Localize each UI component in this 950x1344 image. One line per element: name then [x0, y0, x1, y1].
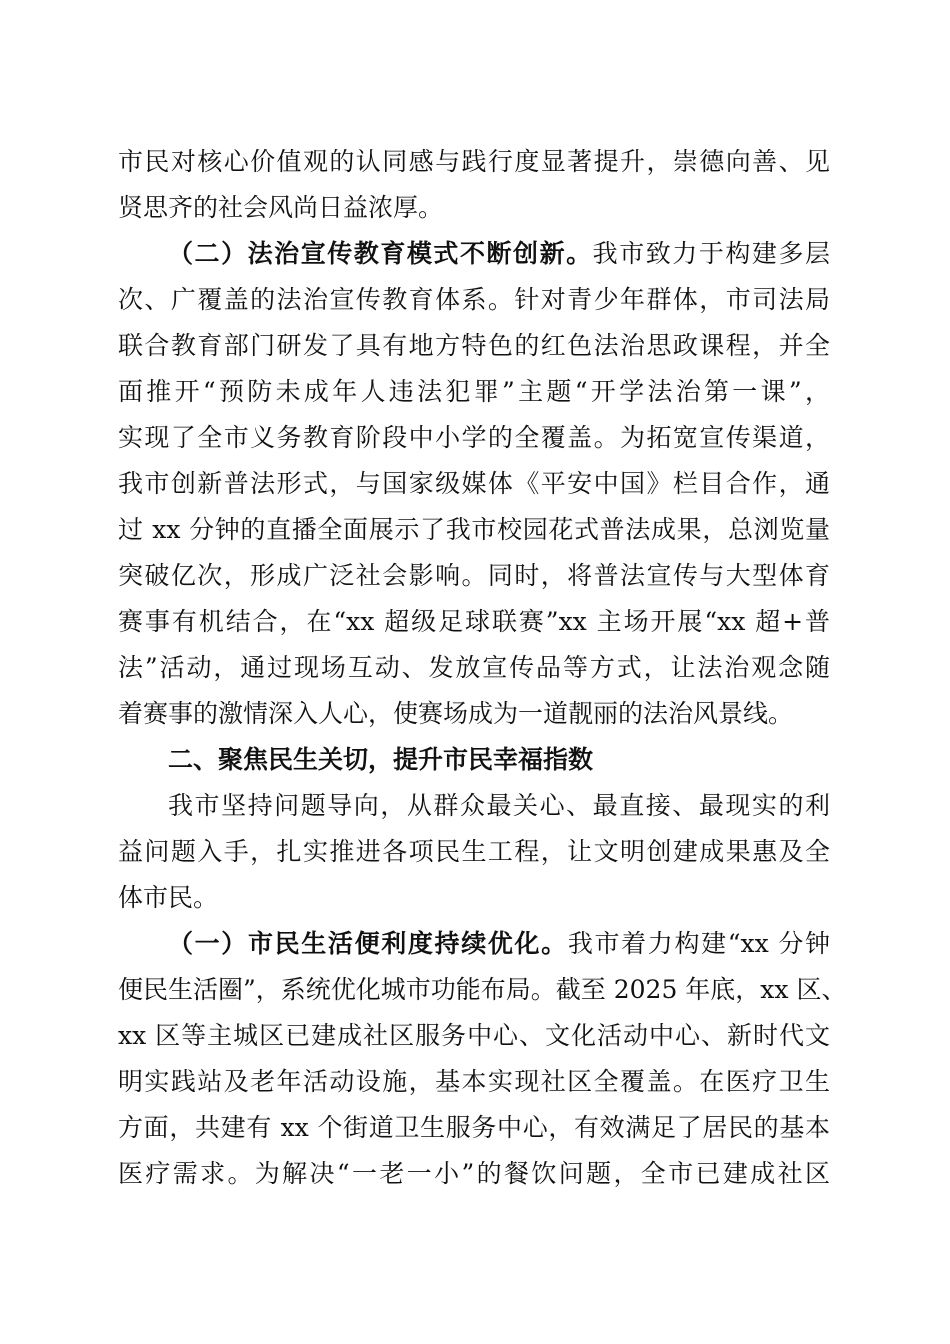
sub-heading: （二）法治宣传教育模式不断创新。 — [168, 239, 593, 268]
text-line: 法”活动，通过现场互动、发放宣传品等方式，让法治观念随 — [118, 653, 830, 682]
text-line: 我市创新普法形式，与国家级媒体《平安中国》栏目合作，通 — [118, 469, 830, 498]
text-line: 着赛事的激情深入人心，使赛场成为一道靓丽的法治风景线。 — [118, 699, 794, 728]
section-heading: 二、聚焦民生关切，提升市民幸福指数 — [168, 745, 594, 774]
text-line: 过 xx 分钟的直播全面展示了我市校园花式普法成果，总浏览量 — [118, 515, 830, 544]
paragraph-line — [168, 238, 830, 270]
text-line: 我市坚持问题导向，从群众最关心、最直接、最现实的利 — [168, 791, 830, 820]
text-line: 方面，共建有 xx 个街道卫生服务中心，有效满足了居民的基本 — [118, 1113, 830, 1142]
text-line: 贤思齐的社会风尚日益浓厚。 — [118, 193, 444, 222]
text-line: 赛事有机结合，在“xx 超级足球联赛”xx 主场开展“xx 超+普 — [118, 607, 830, 636]
text-line: 突破亿次，形成广泛社会影响。同时，将普法宣传与大型体育 — [118, 561, 830, 590]
text-line: 市民对核心价值观的认同感与践行度显著提升，崇德向善、见 — [118, 147, 830, 176]
paragraph-line — [168, 928, 830, 960]
text-line: 体市民。 — [118, 883, 219, 912]
text-line: 便民生活圈”，系统优化城市功能布局。截至 2025 年底，xx 区、 — [118, 975, 847, 1004]
text-line: 次、广覆盖的法治宣传教育体系。针对青少年群体，市司法局 — [118, 285, 830, 314]
text-line: 益问题入手，扎实推进各项民生工程，让文明创建成果惠及全 — [118, 837, 830, 866]
text-line: 明实践站及老年活动设施，基本实现社区全覆盖。在医疗卫生 — [118, 1067, 830, 1096]
text-line: xx 区等主城区已建成社区服务中心、文化活动中心、新时代文 — [118, 1021, 830, 1050]
text-span: 我市着力构建“xx 分钟 — [567, 929, 830, 958]
sub-heading: （一）市民生活便利度持续优化。 — [168, 929, 568, 958]
text-line: 面推开“预防未成年人违法犯罪”主题“开学法治第一课”， — [118, 377, 830, 406]
text-span: 我市致力于构建多层 — [592, 239, 830, 268]
text-line: 实现了全市义务教育阶段中小学的全覆盖。为拓宽宣传渠道， — [118, 423, 830, 452]
text-line: 医疗需求。为解决“一老一小”的餐饮问题，全市已建成社区 — [118, 1159, 830, 1188]
text-line: 联合教育部门研发了具有地方特色的红色法治思政课程，并全 — [118, 331, 830, 360]
